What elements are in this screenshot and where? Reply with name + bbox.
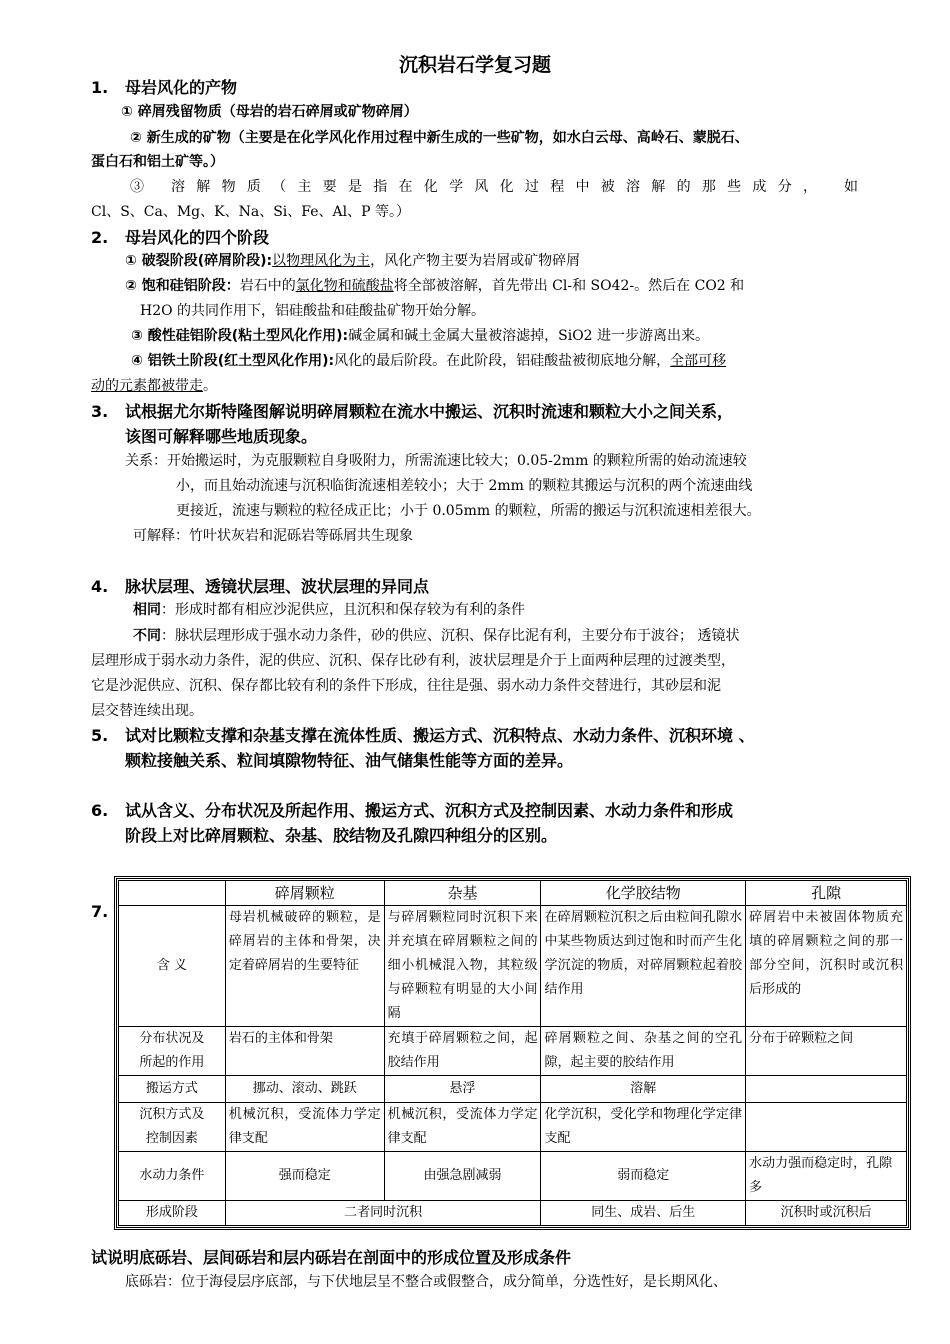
q5-number: 5.	[91, 726, 109, 745]
row-label-transport: 搬运方式	[119, 1076, 226, 1103]
q1-title: 母岩风化的产物	[125, 78, 238, 97]
q3-number: 3.	[91, 402, 109, 421]
q1-heading	[91, 76, 237, 100]
q2-title: 母岩风化的四个阶段	[125, 228, 270, 247]
table-row	[119, 906, 907, 1027]
table-cell: 机械沉积，受流体力学定律支配	[225, 1103, 384, 1152]
q3-line-4: 可解释：竹叶状灰岩和泥砾岩等砾屑共生现象	[133, 528, 413, 544]
table-cell: 化学沉积，受化学和物理化学定律支配	[541, 1103, 746, 1152]
table-row	[119, 881, 907, 906]
q2-stage-3: ③ 酸性硅铝阶段(粘土型风化作用):碱金属和碱土金属大量被溶滤掉，SiO2 进一步游离出来。	[131, 328, 710, 344]
q6-title-2: 阶段上对比碎屑颗粒、杂基、胶结物及孔隙四种组分的区别。	[125, 826, 558, 845]
q1-item-2a: ② 新生成的矿物（主要是在化学风化作用过程中新生成的一些矿物，如水白云母、高岭石、蒙脱石、	[130, 130, 749, 146]
q4-title: 脉状层理、透镜状层理、波状层理的异同点	[125, 577, 430, 596]
q4-heading	[91, 575, 429, 599]
q2-stage-4: ④ 铝铁土阶段(红土型风化作用):风化的最后阶段。在此阶段，铝硅酸盐被彻底地分解，全部可移	[131, 353, 727, 369]
q2-stage-4-cont: 动的元素都被带走。	[91, 378, 217, 394]
table-row	[119, 1027, 907, 1076]
table-cell: 水动力强而稳定时，孔隙多	[746, 1152, 907, 1201]
table-cell: 挪动、滚动、跳跃	[225, 1076, 384, 1103]
q1-item-2b: 蛋白石和铝土矿等。）	[91, 154, 224, 170]
q1-item-1: ① 碎屑残留物质（母岩的岩石碎屑或矿物碎屑）	[121, 104, 418, 120]
comparison-table	[118, 880, 907, 1226]
row-label-meaning: 含 义	[119, 906, 226, 1027]
row-label-hydrodynamic: 水动力条件	[119, 1152, 226, 1201]
q1-item-3a: ③ 溶解物质（主要是指在化学风化过程中被溶解的那些成分， 如	[130, 179, 858, 195]
q8-heading: 试说明底砾岩、层间砾岩和层内砾岩在剖面中的形成位置及形成条件	[91, 1248, 572, 1267]
q1-item-3b: Cl、S、Ca、Mg、K、Na、Si、Fe、Al、P 等。）	[91, 204, 410, 220]
row-label-deposition: 沉积方式及 控制因素	[119, 1103, 226, 1152]
q3-title-1: 试根据尤尔斯特隆图解说明碎屑颗粒在流水中搬运、沉积时流速和颗粒大小之间关系，	[125, 402, 734, 421]
table-cell: 二者同时沉积	[225, 1201, 541, 1226]
table-cell: 机械沉积，受流体力学定律支配	[384, 1103, 541, 1152]
table-cell: 同生、成岩、后生	[541, 1201, 746, 1226]
q2-number: 2.	[91, 228, 109, 247]
q3-line-2: 小，而且始动流速与沉积临街流速相差较小；大于 2mm 的颗粒其搬运与沉积的两个流速曲线	[176, 478, 753, 494]
table-cell: 岩石的主体和骨架	[225, 1027, 384, 1076]
table-cell	[746, 1103, 907, 1152]
q6-number: 6.	[91, 801, 109, 820]
table-row	[119, 1152, 907, 1201]
table-cell: 碎屑颗粒之间、杂基之间的空孔隙，起主要的胶结作用	[541, 1027, 746, 1076]
q2-stage-1: ① 破裂阶段(碎屑阶段):以物理风化为主，风化产物主要为岩屑或矿物碎屑	[125, 253, 581, 269]
table-cell: 弱而稳定	[541, 1152, 746, 1201]
q4-number: 4.	[91, 577, 109, 596]
q4-diff-3: 它是沙泥供应、沉积、保存都比较有利的条件下形成，往往是强、弱水动力条件交替进行，其砂层和泥	[91, 678, 721, 694]
table-cell: 母岩机械破碎的颗粒，是碎屑岩的主体和骨架，决定着碎屑岩的生要特征	[225, 906, 384, 1027]
q2-stage-2: ② 饱和硅铝阶段：岩石中的氯化物和硫酸盐将全部被溶解，首先带出 Cl-和 SO42-。然后在 CO2 和	[125, 278, 745, 294]
table-cell: 悬浮	[384, 1076, 541, 1103]
q3-line-3: 更接近，流速与颗粒的粒径成正比；小于 0.05mm 的颗粒，所需的搬运与沉积流速相差很大。	[176, 503, 761, 519]
table-cell: 碎屑岩中未被固体物质充填的碎屑颗粒之间的那一部分空间，沉积时或沉积后形成的	[746, 906, 907, 1027]
table-cell: 溶解	[541, 1076, 746, 1103]
q6-heading	[91, 799, 733, 823]
q4-same: 相同：形成时都有相应沙泥供应，且沉积和保存较为有利的条件	[133, 602, 525, 618]
q3-heading	[91, 400, 733, 424]
q5-heading	[91, 724, 755, 748]
q3-title-2: 该图可解释哪些地质现象。	[125, 427, 318, 446]
table-cell: 由强急剧减弱	[384, 1152, 541, 1201]
q5-title-2: 颗粒接触关系、粒间填隙物特征、油气储集性能等方面的差异。	[125, 751, 574, 770]
page-title: 沉积岩石学复习题	[398, 54, 551, 76]
q5-title-1: 试对比颗粒支撑和杂基支撑在流体性质、搬运方式、沉积特点、水动力条件、沉积环境 、	[125, 726, 755, 745]
table-corner-cell	[119, 881, 226, 906]
table-cell: 与碎屑颗粒同时沉积下来并充填在碎屑颗粒之间的细小机械混入物，其粒级与碎颗粒有明显的大小间隔	[384, 906, 541, 1027]
q1-number: 1.	[91, 78, 109, 97]
q4-diff-2: 层理形成于弱水动力条件，泥的供应、沉积、保存比砂有利，波状层理是介于上面两种层理的过渡类型，	[91, 653, 735, 669]
q2-heading	[91, 226, 269, 250]
table-cell: 强而稳定	[225, 1152, 384, 1201]
q4-diff-1: 不同：脉状层理形成于强水动力条件，砂的供应、沉积、保存比泥有利，主要分布于波谷； 透镜状	[133, 628, 740, 644]
q7-number: 7.	[91, 902, 109, 921]
header-matrix: 杂基	[384, 881, 541, 906]
q4-diff-4: 层交替连续出现。	[91, 703, 203, 719]
row-label-distribution: 分布状况及 所起的作用	[119, 1027, 226, 1076]
table-cell	[746, 1076, 907, 1103]
header-clastic-grains: 碎屑颗粒	[225, 881, 384, 906]
table-row	[119, 1076, 907, 1103]
q6-title-1: 试从含义、分布状况及所起作用、搬运方式、沉积方式及控制因素、水动力条件和形成	[125, 801, 734, 820]
q2-stage-2-cont: H2O 的共同作用下，铝硅酸盐和硅酸盐矿物开始分解。	[140, 303, 486, 319]
table-cell: 分布于碎颗粒之间	[746, 1027, 907, 1076]
table-row	[119, 1201, 907, 1226]
table-cell: 充填于碎屑颗粒之间，起胶结作用	[384, 1027, 541, 1076]
q8-line-1: 底砾岩：位于海侵层序底部，与下伏地层呈不整合或假整合，成分简单，分选性好，是长期风化、	[125, 1274, 727, 1290]
table-cell: 在碎屑颗粒沉积之后由粒间孔隙水中某些物质达到过饱和时而产生化学沉淀的物质，对碎屑颗粒起着胶结作用	[541, 906, 746, 1027]
header-cement: 化学胶结物	[541, 881, 746, 906]
row-label-stage: 形成阶段	[119, 1201, 226, 1226]
table-row	[119, 1103, 907, 1152]
q3-line-1: 关系：开始搬运时，为克服颗粒自身吸附力，所需流速比较大；0.05-2mm 的颗粒所需的始动流速较	[125, 453, 747, 469]
header-pores: 孔隙	[746, 881, 907, 906]
table-cell: 沉积时或沉积后	[746, 1201, 907, 1226]
